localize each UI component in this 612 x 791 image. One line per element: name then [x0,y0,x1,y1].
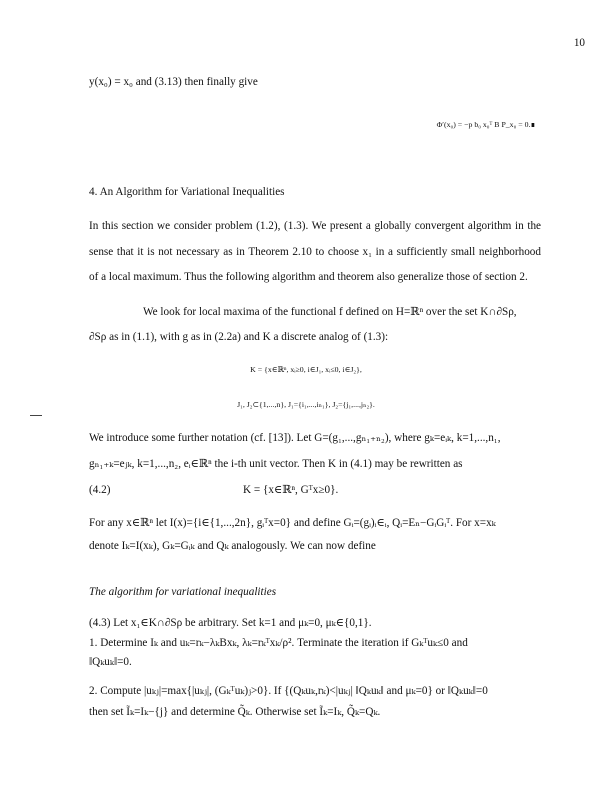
paragraph-line: We introduce some further notation (cf. [13]). Let G=(g₁,...,gₙ₁₊ₙ₂), where gₖ=eᵢₖ, k=1,...,n₁, [89,432,501,444]
equation-sets-j: J₁, J₂⊂{1,...,n}, J₁={i₁,...,iₙ₁}, J₂={j₁,...,jₙ₂}. [237,400,375,409]
equation-tag: (4.2) [89,484,111,496]
paragraph-line: gₙ₁₊ₖ=eⱼₖ, k=1,...,n₂, eᵢ∈ℝⁿ the i-th unit vector. Then K in (4.1) may be rewritten as [89,458,463,470]
algorithm-line: 1. Determine Iₖ and uₖ=rₖ−λₖBxₖ, λₖ=rₖᵀxₖ/ρ². Terminate the iteration if Gₖᵀuₖ≤0 and [89,637,468,649]
paragraph-line: of a local maximum. Thus the following algorithm and theorem also generalize those of section 2. [89,271,528,283]
equation-k-rewritten: K = {x∈ℝⁿ, Gᵀx≥0}. [243,484,339,496]
paragraph-line: sense that it is not necessary as in Theorem 2.10 to choose x₁ in a sufficiently small neighborhood [89,246,541,258]
paragraph-line: ∂Sρ as in (1.1), with g as in (2.2a) and K a discrete analog of (1.3): [89,331,389,343]
margin-dash [30,415,42,416]
paragraph-line: We look for local maxima of the functional f defined on H=ℝⁿ over the set K∩∂Sρ, [143,306,517,318]
section-heading: 4. An Algorithm for Variational Inequalities [89,186,285,198]
algorithm-line: ‖Qₖuₖ‖=0. [89,656,132,668]
algorithm-line: then set Ĩₖ=Iₖ−{j} and determine Q̃ₖ. Otherwise set Ĩₖ=Iₖ, Q̃ₖ=Qₖ. [89,706,381,718]
paragraph-line: In this section we consider problem (1.2), (1.3). We present a globally convergent algorithm in the [89,220,541,232]
subsection-title: The algorithm for variational inequalities [89,586,277,598]
algorithm-line: 2. Compute |uₖⱼ|=max{|uₖⱼ|, (Gₖᵀuₖ)ⱼ>0}. If {(Qₖuₖ,rₖ)<|uₖⱼ| ‖Qₖuₖ‖ and μₖ=0} or ‖Qₖuₖ‖=0 [89,685,488,697]
algorithm-line: (4.3) Let x₁∈K∩∂Sρ be arbitrary. Set k=1 and μₖ=0, μₖ∈{0,1}. [89,617,372,629]
equation-set-k: K = {x∈ℝⁿ, xᵢ≥0, i∈J₁, xᵢ≤0, i∈J₂}, [250,365,362,374]
paragraph-line: For any x∈ℝⁿ let I(x)={i∈{1,...,2n}, gᵢᵀx=0} and define Gᵢ=(gᵢ)ᵢ∈ᵢ, Qᵢ=Eₙ−GᵢGᵢᵀ. For x=xₖ [89,517,496,529]
paragraph-line: denote Iₖ=I(xₖ), Gₖ=Gᵢₖ and Qₖ analogously. We can now define [89,540,376,552]
equation-phi: Φ′(x₀) = −p b₀ x₀ᵀ B P_x₀ = 0.∎ [436,120,536,129]
page-number: 10 [573,37,585,49]
text-line: y(x₀) = x₀ and (3.13) then finally give [89,76,258,88]
